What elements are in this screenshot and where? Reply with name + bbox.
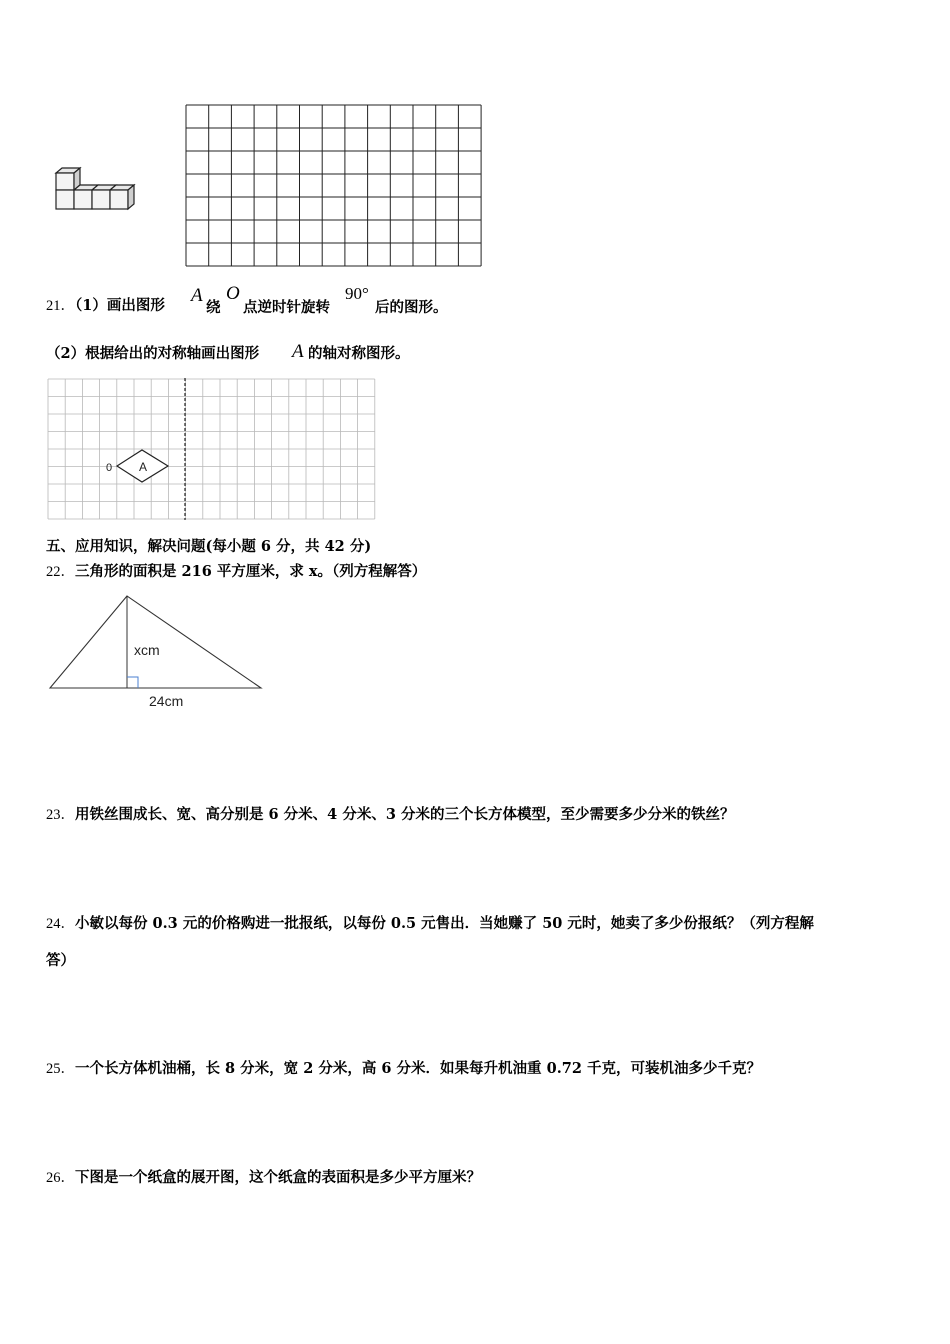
q24-text-line2: 答） bbox=[46, 952, 75, 969]
q21-part1-a: （1）画出图形 bbox=[75, 297, 165, 314]
section-5-title: 五、应用知识，解决问题(每小题 6 分，共 42 分) bbox=[46, 538, 372, 555]
shape-a-label: A bbox=[138, 460, 148, 474]
q21-number: 21． bbox=[46, 298, 75, 314]
q23-number: 23． bbox=[46, 807, 75, 823]
q25 bbox=[46, 1059, 761, 1079]
drawing-grid-large bbox=[185, 104, 483, 269]
q21-angle: 90° bbox=[345, 284, 369, 303]
q24-line1 bbox=[46, 914, 814, 934]
triangle-figure bbox=[45, 592, 270, 712]
q26 bbox=[46, 1168, 481, 1188]
rotation-point-label: 0 bbox=[105, 462, 113, 474]
q22 bbox=[46, 562, 426, 582]
q22-text: 三角形的面积是 216 平方厘米，求 x。（列方程解答） bbox=[75, 563, 427, 580]
q21-part2-b: 的轴对称图形。 bbox=[308, 345, 410, 362]
q22-number: 22． bbox=[46, 564, 75, 580]
q25-text: 一个长方体机油桶，长 8 分米，宽 2 分米，高 6 分米．如果每升机油重 0.72 千克，可装机油多少千克？ bbox=[75, 1060, 761, 1077]
q24-text-line1: 小敏以每份 0.3 元的价格购进一批报纸，以每份 0.5 元售出．当她赚了 50 元时，她卖了多少份报纸？（列方程解 bbox=[75, 915, 814, 932]
q24-number: 24． bbox=[46, 916, 75, 932]
base-label: 24cm bbox=[149, 693, 184, 709]
height-label: xcm bbox=[134, 642, 160, 658]
q21-part1-c: 点逆时针旋转 bbox=[243, 299, 330, 316]
q26-text: 下图是一个纸盒的展开图，这个纸盒的表面积是多少平方厘米？ bbox=[75, 1169, 481, 1186]
q21-part1 bbox=[46, 296, 165, 316]
q25-number: 25． bbox=[46, 1061, 75, 1077]
q21-part1-b: 绕 bbox=[206, 299, 221, 316]
q21-shape-a: A bbox=[191, 285, 203, 306]
q26-number: 26． bbox=[46, 1170, 75, 1186]
q23 bbox=[46, 805, 734, 825]
q21-part1-d: 后的图形。 bbox=[375, 299, 448, 316]
q23-text: 用铁丝围成长、宽、高分别是 6 分米、4 分米、3 分米的三个长方体模型，至少需要多少分米的铁丝？ bbox=[75, 806, 735, 823]
q21-part2-shape: A bbox=[292, 341, 304, 362]
q21-part2-a: （2）根据给出的对称轴画出图形 bbox=[46, 345, 260, 362]
cube-stack-icon bbox=[48, 165, 140, 215]
q21-point-o: O bbox=[226, 283, 240, 304]
symmetry-grid bbox=[47, 378, 377, 520]
